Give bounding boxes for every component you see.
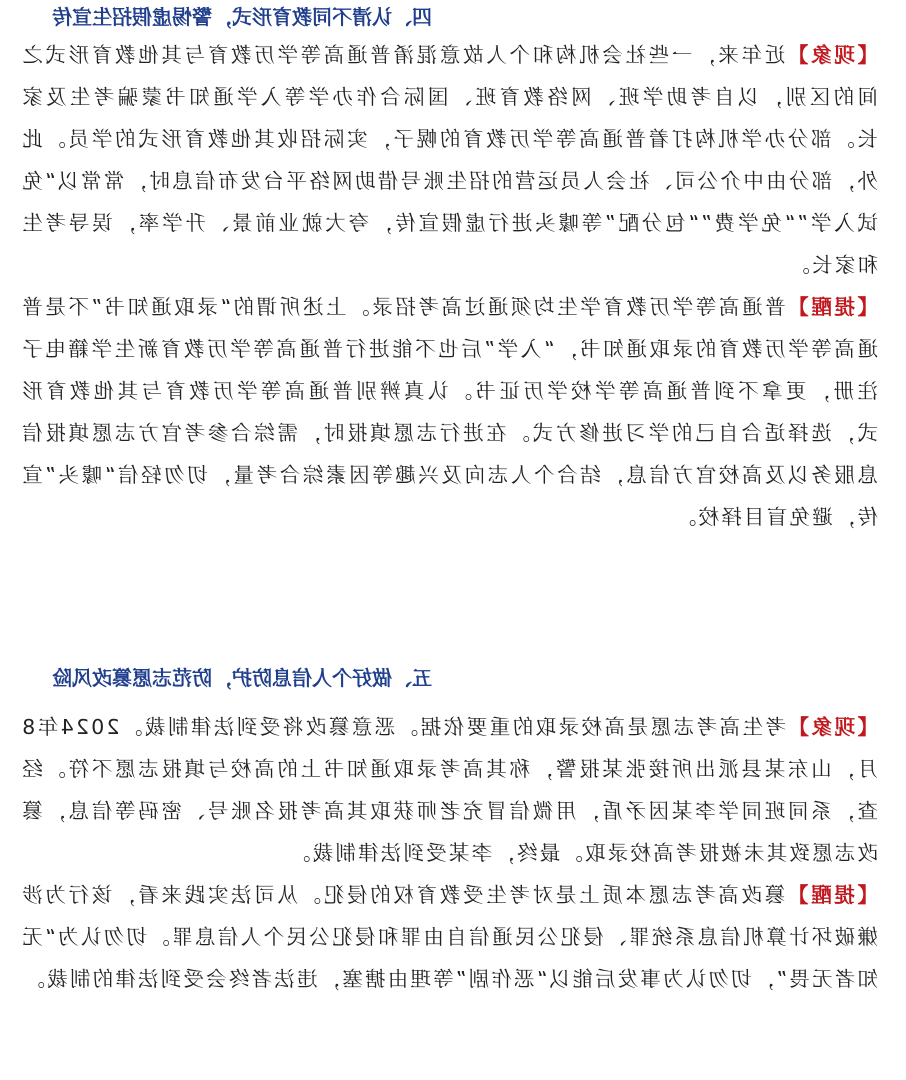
reminder-text: 普通高等学历教育学生均须通过高考招录。上述所谓的“录取通知书”不是普通高等学历教育的录取通知书，“入学”后也不能进行普通高等学历教育新生学籍电子注册，更拿不到普通高等学校学历证书。认真辨别普通高等学历教育与其他教育形式，选择适合自己的学习进修方式。在进行志愿填报时，需综合参考官方志愿填报信息服务以及高校官方信息，结合个人志向及兴趣等因素综合考量，切勿轻信“噱头”宣传，避免盲目择校。 bbox=[20, 295, 878, 529]
section-five bbox=[20, 650, 878, 1000]
reminder-tag: 【提醒】 bbox=[785, 295, 878, 319]
phenomenon-tag: 【现象】 bbox=[786, 715, 878, 739]
reminder-paragraph bbox=[20, 874, 878, 1000]
section-heading: 四、认清不同教育形式，警惕虚假招生宣传 bbox=[52, 5, 432, 29]
reminder-text: 篡改高考志愿本质上是对考生受教育权的侵犯。从司法实践来看，该行为涉嫌破坏计算机信息系统罪、侵犯公民通信自由罪和侵犯公民个人信息罪。切勿认为“无知者无畏”，切勿认为事发后能以“恶作剧”等理由搪塞，违法者终会受到法律的制裁。 bbox=[20, 883, 878, 991]
section-four bbox=[20, 0, 878, 538]
section-heading: 五、做好个人信息防护，防范志愿篡改风险 bbox=[52, 666, 432, 690]
reminder-tag: 【提醒】 bbox=[785, 883, 878, 907]
phenomenon-paragraph bbox=[20, 34, 878, 286]
phenomenon-text: 近年来，一些社会机构和个人故意混淆普通高等学历教育与其他教育形式之间的区别，以自考助学班、网络教育班、国际合作办学等入学通知书蒙骗考生及家长。部分办学机构打着普通高等学历教育的幌子，实际招收其他教育形式的学员。此外，部分由中介公司、社会人员运营的招生账号借助网络平台发布信息时，常常以“免试入学”“免学费”“包分配”等噱头进行虚假宣传，夸大就业前景、升学率，误导考生和家长。 bbox=[20, 43, 878, 277]
phenomenon-text: 考生高考志愿是高校录取的重要依据。恶意篡改将受到法律制裁。2024年8月，山东某县派出所接张某报警，称其高考录取通知书上的高校与填报志愿不符。经查，系同班同学李某因矛盾，用微信冒充老师获取其高考报名账号、密码等信息，篡改志愿致其未被报考高校录取。最终，李某受到法律制裁。 bbox=[20, 715, 878, 865]
phenomenon-tag: 【现象】 bbox=[785, 43, 878, 67]
phenomenon-paragraph bbox=[20, 706, 878, 874]
reminder-paragraph bbox=[20, 286, 878, 538]
